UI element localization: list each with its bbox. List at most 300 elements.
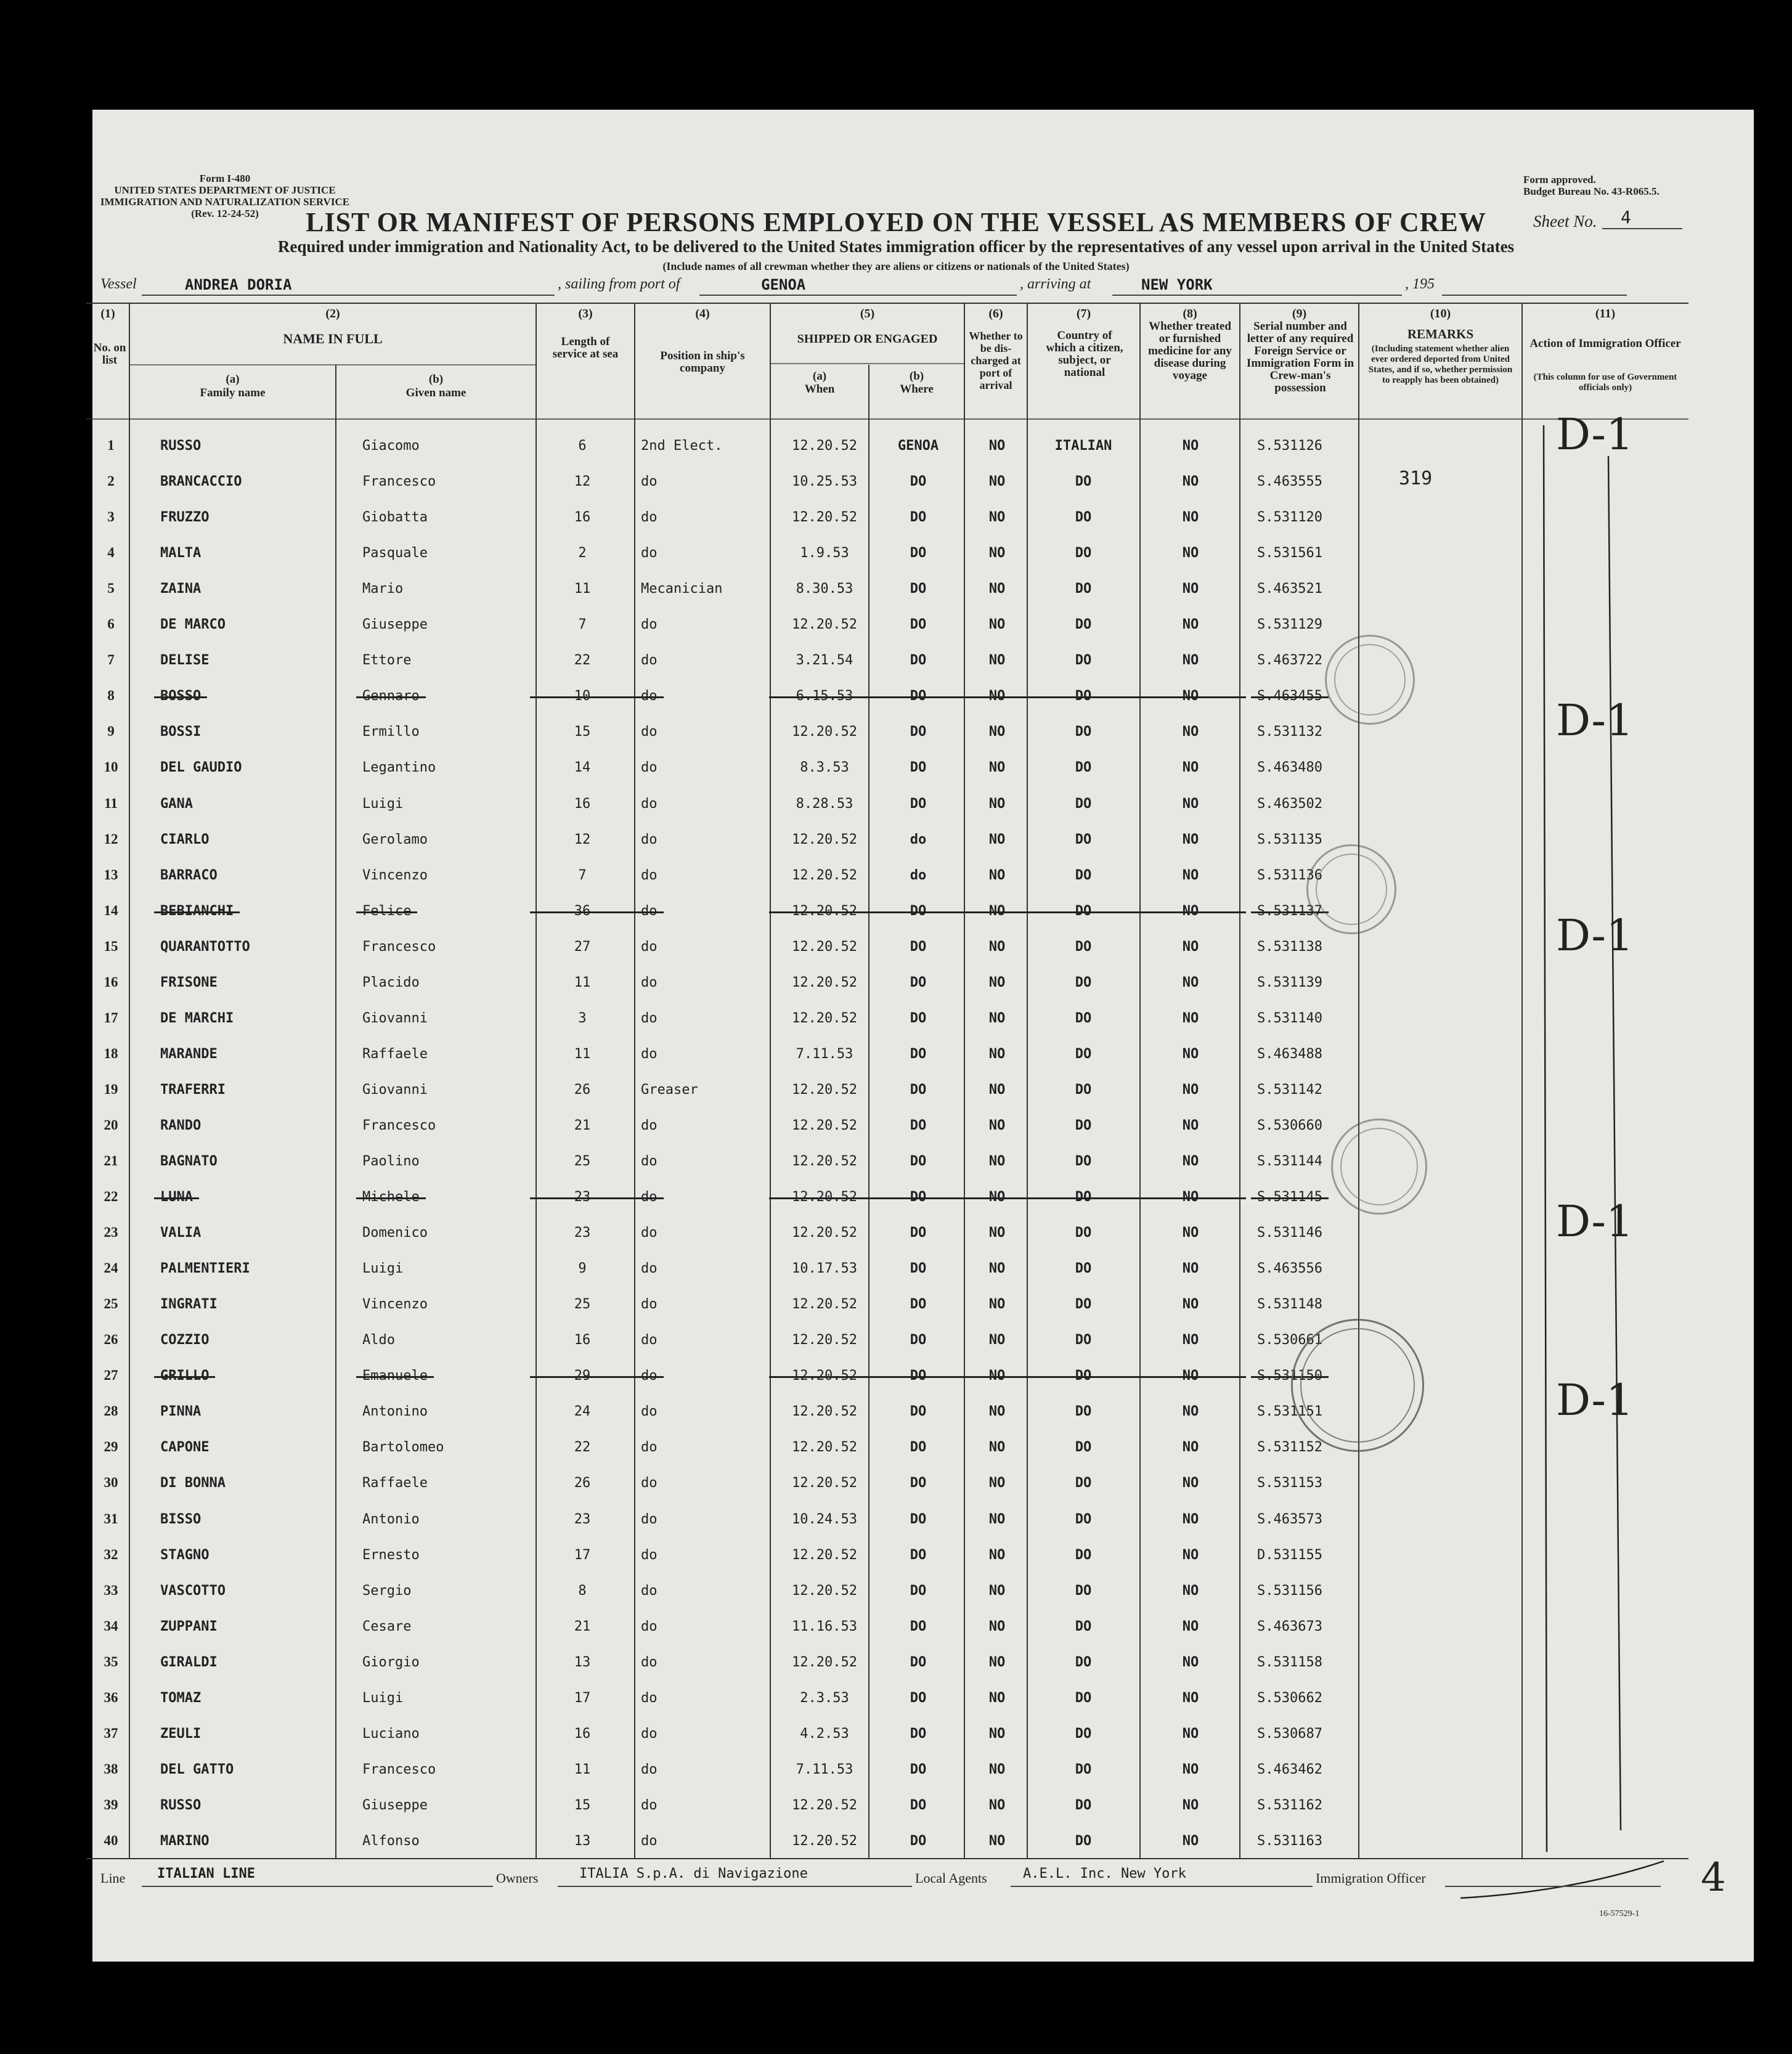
given-name: Giacomo: [362, 438, 420, 454]
medicine-flag: NO: [1141, 903, 1240, 919]
engaged-date: 4.2.53: [800, 1726, 849, 1742]
ship-position: do: [641, 1833, 658, 1849]
medicine-flag: NO: [1141, 1368, 1240, 1384]
medicine-flag: NO: [1182, 1797, 1199, 1813]
engaged-place: DO: [910, 1475, 927, 1491]
engaged-place: DO: [872, 688, 964, 704]
col-remarks-header: REMARKS: [1407, 327, 1474, 341]
citizenship: DO: [1075, 1332, 1092, 1348]
engaged-place: DO: [910, 760, 927, 776]
length-of-service: 13: [574, 1654, 591, 1670]
serial-number: S.463462: [1257, 1761, 1322, 1777]
engaged-date: 12.20.52: [775, 1368, 874, 1384]
citizenship: DO: [1075, 510, 1092, 526]
row-number: 17: [104, 1009, 118, 1025]
page-mark: 4: [1701, 1855, 1726, 1901]
family-name: ZUPPANI: [160, 1618, 218, 1634]
medicine-flag: NO: [1182, 1833, 1199, 1849]
family-name: BRANCACCIO: [160, 474, 242, 490]
citizenship: DO: [1075, 1797, 1092, 1813]
discharge-flag: NO: [988, 1726, 1006, 1742]
given-name: Felice: [362, 903, 412, 919]
table-row: [0, 1353, 1792, 1388]
ship-position: do: [641, 1404, 658, 1420]
ship-position: do: [641, 724, 658, 740]
family-name: BOSSO: [160, 688, 202, 704]
serial-number: S.531148: [1257, 1297, 1322, 1313]
row-number: 19: [104, 1081, 118, 1097]
citizenship: DO: [1028, 1368, 1139, 1384]
ship-position: do: [641, 653, 658, 669]
citizenship: DO: [1075, 474, 1092, 490]
medicine-flag: NO: [1182, 1618, 1199, 1634]
serial-number: S.463521: [1257, 581, 1322, 597]
discharge-flag: NO: [988, 1117, 1006, 1133]
given-name: Giorgio: [362, 1654, 420, 1670]
engaged-place: DO: [910, 617, 927, 633]
engaged-date: 8.3.53: [800, 760, 849, 776]
family-name: VASCOTTO: [160, 1583, 226, 1599]
citizenship: DO: [1075, 831, 1092, 847]
engaged-date: 12.20.52: [792, 724, 857, 740]
medicine-flag: NO: [1182, 1511, 1199, 1527]
given-name: Sergio: [362, 1583, 412, 1599]
vessel-name: ANDREA DORIA: [185, 276, 292, 293]
given-name: Luciano: [362, 1726, 420, 1742]
ship-position: do: [641, 1261, 658, 1277]
given-name: Antonio: [362, 1511, 420, 1527]
given-name: Alfonso: [362, 1833, 420, 1849]
family-name: DE MARCO: [160, 617, 226, 633]
family-name: DEL GATTO: [160, 1761, 234, 1777]
official-stamp: [1331, 1119, 1427, 1215]
length-of-service: 36: [536, 903, 629, 919]
given-name: Raffaele: [362, 1475, 428, 1491]
length-of-service: 11: [574, 1046, 591, 1062]
ship-position: do: [641, 796, 658, 812]
serial-number: S.463573: [1257, 1511, 1322, 1527]
engaged-date: 3.21.54: [796, 653, 853, 669]
length-of-service: 6: [578, 438, 587, 454]
given-name: Giuseppe: [362, 1797, 428, 1813]
given-name: Giovanni: [362, 1082, 428, 1098]
table-row: [0, 1174, 1792, 1210]
length-of-service: 26: [574, 1475, 591, 1491]
given-name: Mario: [362, 581, 404, 597]
medicine-flag: NO: [1182, 1475, 1199, 1491]
length-of-service: 3: [578, 1010, 587, 1026]
row-number: 30: [104, 1475, 118, 1491]
discharge-flag: NO: [988, 1082, 1006, 1098]
table-row: [0, 924, 1792, 960]
table-row: [0, 1675, 1792, 1711]
engaged-place: DO: [910, 1332, 927, 1348]
given-name: Francesco: [362, 1117, 436, 1133]
citizenship: DO: [1075, 1154, 1092, 1169]
table-row: [0, 566, 1792, 601]
length-of-service: 26: [574, 1082, 591, 1098]
family-name: LUNA: [160, 1189, 193, 1205]
col-num-header: No. on list: [93, 341, 126, 367]
serial-number: S.531120: [1257, 510, 1322, 526]
medicine-flag: NO: [1182, 1404, 1199, 1420]
engaged-place: DO: [910, 1297, 927, 1313]
year-underline: [1442, 295, 1627, 296]
family-name: RANDO: [160, 1117, 202, 1133]
table-row: [0, 1460, 1792, 1496]
discharge-flag: NO: [988, 1654, 1006, 1670]
given-name: Antonino: [362, 1404, 428, 1420]
official-stamp: [1291, 1319, 1424, 1452]
citizenship: DO: [1075, 1654, 1092, 1670]
discharge-flag: NO: [988, 653, 1006, 669]
owners-underline: [558, 1886, 912, 1887]
citizenship: DO: [1028, 688, 1139, 704]
length-of-service: 12: [574, 474, 591, 490]
engaged-date: 10.24.53: [792, 1511, 857, 1527]
table-row: [0, 888, 1792, 924]
citizenship: DO: [1075, 1761, 1092, 1777]
col-country-number: (7): [1076, 307, 1091, 320]
row-number: 4: [107, 545, 115, 561]
ship-position: do: [641, 1154, 658, 1169]
given-name: Luigi: [362, 1261, 404, 1277]
col-length-number: (3): [578, 307, 593, 320]
serial-number: S.531146: [1257, 1225, 1322, 1241]
medicine-flag: NO: [1182, 1154, 1199, 1169]
engaged-date: 12.20.52: [792, 438, 857, 454]
medicine-flag: NO: [1182, 867, 1199, 883]
port-underline: [699, 295, 1017, 296]
table-row: [0, 817, 1792, 852]
citizenship: DO: [1075, 1046, 1092, 1062]
col-action-header: Action of Immigration Officer: [1529, 337, 1681, 350]
given-name: Francesco: [362, 939, 436, 955]
row-number: 6: [107, 616, 115, 632]
medicine-flag: NO: [1182, 1010, 1199, 1026]
row-number: 22: [104, 1189, 118, 1205]
family-name: VALIA: [160, 1225, 202, 1241]
vessel-underline: [142, 295, 555, 296]
citizenship: ITALIAN: [1054, 438, 1112, 454]
citizenship: DO: [1028, 903, 1139, 919]
table-row: [0, 1388, 1792, 1424]
engaged-date: 12.20.52: [792, 1654, 857, 1670]
family-name: FRISONE: [160, 974, 218, 990]
serial-number: S.531153: [1257, 1475, 1322, 1491]
length-of-service: 16: [574, 1332, 591, 1348]
footer-agents-label: Local Agents: [915, 1870, 987, 1886]
family-name: MALTA: [160, 545, 202, 561]
ship-position: do: [641, 617, 658, 633]
footer-line: ITALIAN LINE: [157, 1866, 255, 1881]
engaged-place: DO: [910, 974, 927, 990]
serial-number: S.463502: [1257, 796, 1322, 812]
serial-number: S.531138: [1257, 939, 1322, 955]
given-name: Bartolomeo: [362, 1440, 444, 1456]
given-name: Raffaele: [362, 1046, 428, 1062]
medicine-flag: NO: [1182, 724, 1199, 740]
engaged-date: 12.20.52: [775, 903, 874, 919]
discharge-flag: NO: [988, 510, 1006, 526]
remark-text: 319: [1399, 468, 1433, 490]
vessel-label: Vessel: [100, 276, 137, 292]
citizenship: DO: [1075, 1726, 1092, 1742]
row-number: 34: [104, 1618, 118, 1634]
given-name: Luigi: [362, 1690, 404, 1706]
medicine-flag: NO: [1182, 1761, 1199, 1777]
given-name: Francesco: [362, 1761, 436, 1777]
medicine-flag: NO: [1141, 1189, 1240, 1205]
table-row: [0, 1639, 1792, 1675]
row-number: 8: [107, 688, 115, 704]
discharge-flag: NO: [988, 974, 1006, 990]
length-of-service: 7: [578, 867, 587, 883]
table-row: [0, 673, 1792, 709]
serial-number: S.531163: [1257, 1833, 1322, 1849]
page-title: LIST OR MANIFEST OF PERSONS EMPLOYED ON THE VESSEL AS MEMBERS OF CREW: [306, 207, 1486, 237]
medicine-flag: NO: [1182, 1117, 1199, 1133]
discharge-flag: NO: [988, 1761, 1006, 1777]
engaged-place: DO: [910, 1440, 927, 1456]
given-name: Ermillo: [362, 724, 420, 740]
engaged-place: DO: [910, 1761, 927, 1777]
engaged-place: DO: [872, 1368, 964, 1384]
family-name: FRUZZO: [160, 510, 210, 526]
table-row: [0, 1102, 1792, 1138]
col-discharged-number: (6): [988, 307, 1003, 320]
table-row: [0, 995, 1792, 1031]
arriving-port: NEW YORK: [1141, 276, 1213, 293]
engaged-place: do: [910, 867, 927, 883]
engaged-date: 12.20.52: [792, 1154, 857, 1169]
col-given-sub: (b): [428, 373, 444, 386]
family-name: DELISE: [160, 653, 210, 669]
row-number: 2: [107, 473, 115, 489]
medicine-flag: NO: [1182, 939, 1199, 955]
year-label: , 195: [1405, 276, 1435, 292]
include-note: (Include names of all crewman whether they are aliens or citizens or nationals of the United States): [662, 260, 1130, 272]
citizenship: DO: [1075, 974, 1092, 990]
given-name: Paolino: [362, 1154, 420, 1169]
family-name: INGRATI: [160, 1297, 218, 1313]
serial-number: S.530660: [1257, 1117, 1322, 1133]
serial-number: S.531145: [1257, 1189, 1322, 1205]
discharge-flag: NO: [988, 760, 1006, 776]
medicine-flag: NO: [1182, 1726, 1199, 1742]
citizenship: DO: [1075, 1010, 1092, 1026]
col-num-number: (1): [100, 307, 115, 320]
table-row: [0, 637, 1792, 673]
length-of-service: 22: [574, 653, 591, 669]
length-of-service: 21: [574, 1618, 591, 1634]
engaged-place: DO: [910, 1010, 927, 1026]
table-row: [0, 1782, 1792, 1818]
given-name: Vincenzo: [362, 1297, 428, 1313]
length-of-service: 16: [574, 796, 591, 812]
length-of-service: 15: [574, 724, 591, 740]
length-of-service: 8: [578, 1583, 587, 1599]
engaged-place: DO: [910, 1583, 927, 1599]
table-row: [0, 1281, 1792, 1317]
ship-position: do: [641, 1761, 658, 1777]
engaged-date: 12.20.52: [775, 1189, 874, 1205]
serial-number: S.531137: [1257, 903, 1322, 919]
medicine-flag: NO: [1182, 1654, 1199, 1670]
citizenship: DO: [1028, 1189, 1139, 1205]
medicine-flag: NO: [1182, 1297, 1199, 1313]
discharge-flag: NO: [966, 903, 1028, 919]
medicine-flag: NO: [1182, 1225, 1199, 1241]
ship-position: do: [641, 545, 658, 561]
length-of-service: 9: [578, 1261, 587, 1277]
length-of-service: 24: [574, 1404, 591, 1420]
engaged-place: DO: [910, 724, 927, 740]
given-name: Gerolamo: [362, 831, 428, 847]
ship-position: do: [641, 1189, 658, 1205]
col-medicine-number: (8): [1183, 307, 1197, 320]
table-row: [0, 530, 1792, 566]
length-of-service: 22: [574, 1440, 591, 1456]
length-of-service: 23: [574, 1225, 591, 1241]
serial-number: S.531150: [1257, 1368, 1322, 1384]
action-mark: D-1: [1556, 1375, 1634, 1426]
serial-number: S.531561: [1257, 545, 1322, 561]
row-number: 25: [104, 1296, 118, 1312]
arrival-underline: [1112, 295, 1402, 296]
citizenship: DO: [1075, 1583, 1092, 1599]
ship-position: do: [641, 1583, 658, 1599]
arriving-label: , arriving at: [1020, 276, 1091, 292]
table-row: [0, 1568, 1792, 1604]
ship-position: do: [641, 1547, 658, 1563]
discharge-flag: NO: [966, 1368, 1028, 1384]
engaged-place: DO: [910, 1654, 927, 1670]
given-name: Placido: [362, 974, 420, 990]
serial-number: S.531158: [1257, 1654, 1322, 1670]
engaged-place: DO: [910, 796, 927, 812]
row-number: 27: [104, 1367, 118, 1384]
engaged-place: DO: [910, 581, 927, 597]
citizenship: DO: [1075, 653, 1092, 669]
row-number: 21: [104, 1153, 118, 1168]
table-row: [0, 1532, 1792, 1568]
table-row: [0, 709, 1792, 744]
discharge-flag: NO: [988, 1618, 1006, 1634]
row-number: 37: [104, 1725, 118, 1741]
row-number: 15: [104, 938, 118, 954]
engaged-date: 12.20.52: [792, 1833, 857, 1849]
table-row: [0, 1138, 1792, 1174]
row-number: 12: [104, 831, 118, 847]
ship-position: do: [641, 1010, 658, 1026]
length-of-service: 13: [574, 1833, 591, 1849]
length-of-service: 11: [574, 1761, 591, 1777]
official-stamp: [1325, 635, 1415, 725]
citizenship: DO: [1075, 1261, 1092, 1277]
given-name: Luigi: [362, 796, 404, 812]
engaged-date: 12.20.52: [792, 1440, 857, 1456]
form-subtitle: Required under immigration and Nationality Act, to be delivered to the United States immigration officer by the representatives of any vessel upon arrival in the United States: [277, 237, 1515, 256]
action-mark: D-1: [1556, 910, 1634, 961]
sheet-number-label: Sheet No.: [1533, 212, 1597, 230]
given-name: Legantino: [362, 760, 436, 776]
engaged-date: 10.25.53: [792, 474, 857, 490]
engaged-date: 12.20.52: [792, 1332, 857, 1348]
family-name: DE MARCHI: [160, 1010, 234, 1026]
footer-line-label: Line: [100, 1870, 126, 1886]
row-number: 31: [104, 1510, 118, 1526]
length-of-service: 25: [574, 1297, 591, 1313]
row-number: 23: [104, 1225, 118, 1241]
ship-position: do: [641, 1726, 658, 1742]
table-row: [0, 1711, 1792, 1746]
medicine-flag: NO: [1182, 545, 1199, 561]
ship-position: do: [641, 1297, 658, 1313]
col-when-header: When: [804, 383, 835, 396]
serial-number: S.531151: [1257, 1404, 1322, 1420]
medicine-flag: NO: [1182, 510, 1199, 526]
family-name: CAPONE: [160, 1440, 210, 1456]
engaged-place: DO: [910, 1225, 927, 1241]
ship-position: Mecanician: [641, 581, 723, 597]
ship-position: do: [641, 1618, 658, 1634]
serial-number: S.530662: [1257, 1690, 1322, 1706]
footer-owners-label: Owners: [496, 1870, 539, 1886]
citizenship: DO: [1075, 1511, 1092, 1527]
ship-position: do: [641, 903, 658, 919]
engaged-date: 12.20.52: [792, 617, 857, 633]
citizenship: DO: [1075, 1690, 1092, 1706]
serial-number: S.531132: [1257, 724, 1322, 740]
table-row: [0, 423, 1792, 458]
length-of-service: 29: [536, 1368, 629, 1384]
serial-number: S.531135: [1257, 831, 1322, 847]
discharge-flag: NO: [988, 1332, 1006, 1348]
table-row: [0, 1317, 1792, 1353]
ship-position: do: [641, 760, 658, 776]
given-name: Francesco: [362, 474, 436, 490]
discharge-flag: NO: [988, 1154, 1006, 1169]
engaged-place: DO: [910, 510, 927, 526]
serial-number: S.463556: [1257, 1261, 1322, 1277]
engaged-date: 12.20.52: [792, 1475, 857, 1491]
row-number: 10: [104, 759, 118, 775]
ship-position: do: [641, 831, 658, 847]
ship-position: do: [641, 1654, 658, 1670]
discharge-flag: NO: [966, 1189, 1028, 1205]
citizenship: DO: [1075, 545, 1092, 561]
engaged-place: DO: [910, 1618, 927, 1634]
row-number: 32: [104, 1546, 118, 1562]
engaged-date: 8.28.53: [796, 796, 853, 812]
table-row: [0, 1031, 1792, 1067]
serial-number: S.530661: [1257, 1332, 1322, 1348]
citizenship: DO: [1075, 617, 1092, 633]
engaged-place: DO: [910, 1046, 927, 1062]
sailing-port: GENOA: [761, 276, 806, 293]
row-number: 26: [104, 1332, 118, 1348]
col-family-sub: (a): [226, 373, 240, 386]
row-number: 35: [104, 1653, 118, 1669]
table-row: [0, 960, 1792, 995]
discharge-flag: NO: [988, 1690, 1006, 1706]
row-number: 11: [104, 795, 118, 811]
col-family-header: Family name: [200, 386, 266, 399]
family-name: ZAINA: [160, 581, 202, 597]
serial-number: S.463673: [1257, 1618, 1322, 1634]
form-number: Form I-480: [199, 173, 251, 184]
